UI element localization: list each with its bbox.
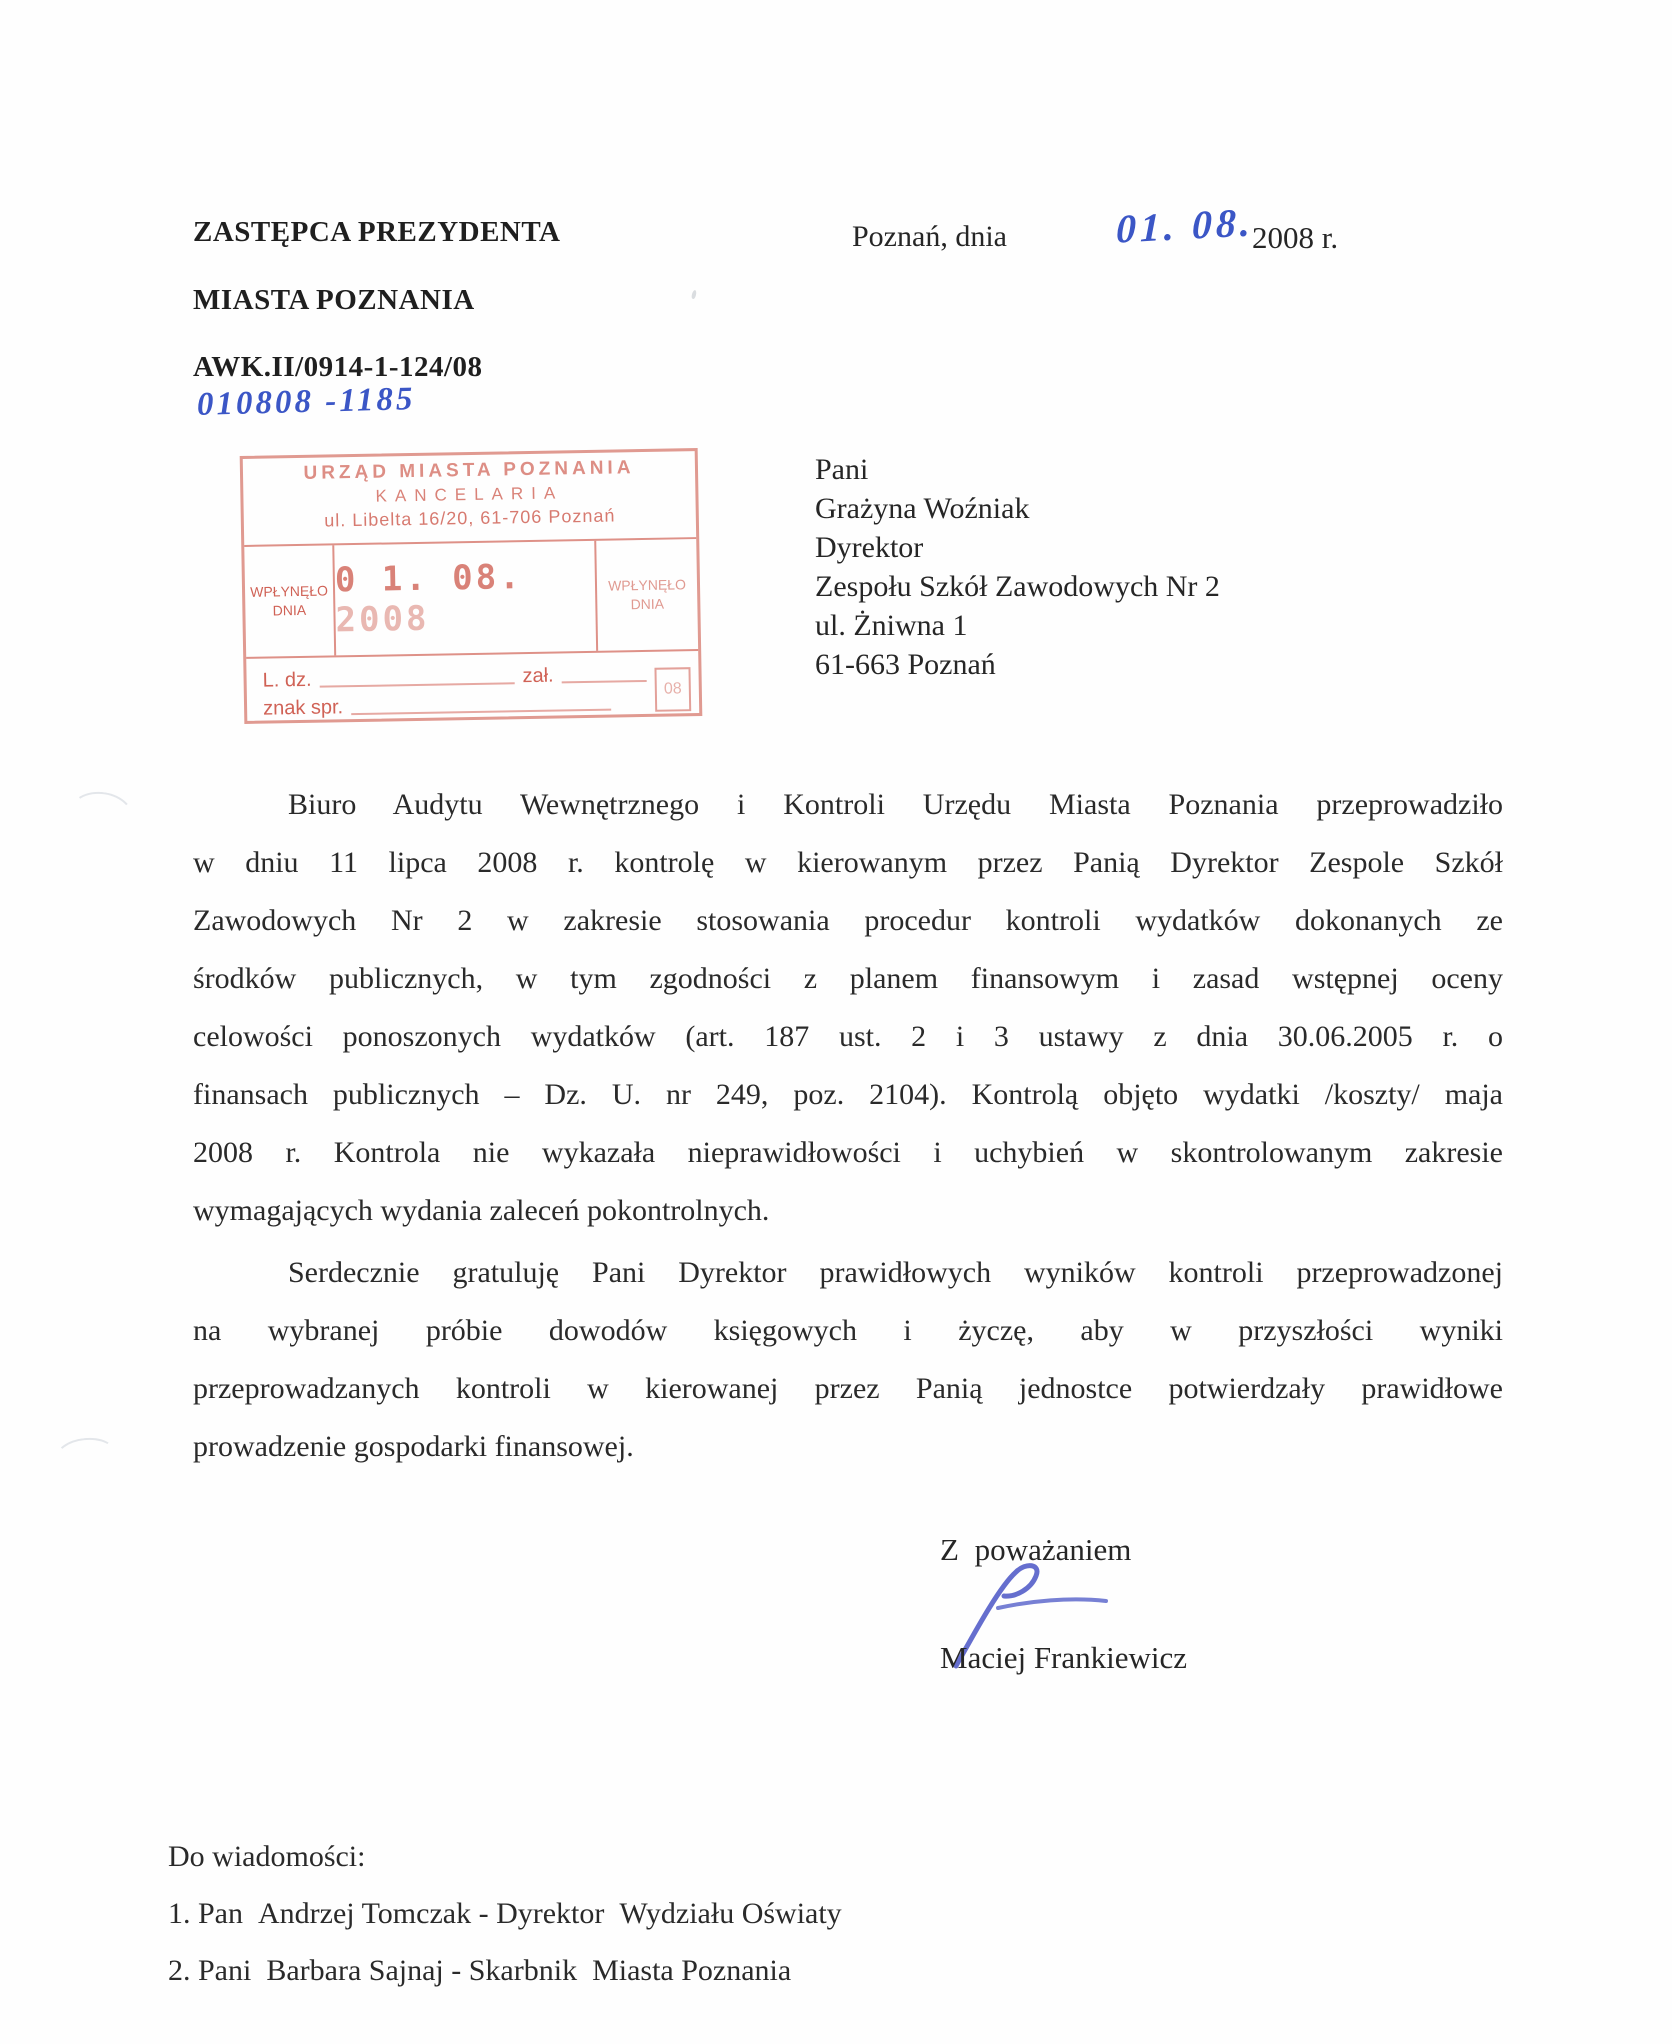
- stamp-attachment-box: 08: [654, 667, 691, 712]
- body-line: na wybranej próbie dowodów księgowych i życzę, aby w przyszłości wyniki: [193, 1314, 1503, 1347]
- stamp-received-dnia: DNIA: [272, 601, 307, 619]
- addressee-line: Zespołu Szkół Zawodowych Nr 2: [815, 570, 1220, 603]
- cc-block: [168, 1828, 842, 1999]
- cc-item: 1. Pan Andrzej Tomczak - Dyrektor Wydziału Oświaty: [168, 1897, 842, 1930]
- stamp-received-label-left: [244, 545, 336, 657]
- sender-office-line-1: ZASTĘPCA PREZYDENTA: [193, 216, 561, 248]
- stamp-fill-line: [320, 682, 515, 687]
- body-line: prowadzenie gospodarki finansowej.: [193, 1430, 634, 1463]
- body-line: w dniu 11 lipca 2008 r. kontrolę w kierowanym przez Panią Dyrektor Zespole Szkół: [193, 846, 1503, 879]
- body-line: środków publicznych, w tym zgodności z planem finansowym i zasad wstępnej oceny: [193, 962, 1503, 995]
- scan-artifact: [691, 290, 697, 300]
- intake-stamp: [240, 448, 703, 724]
- body-line: Biuro Audytu Wewnętrznego i Kontroli Urzędu Miasta Poznania przeprowadziło: [288, 788, 1503, 821]
- handwritten-registry-note: 010808 -1185: [196, 381, 416, 423]
- handwritten-date: 01. 08.: [1115, 199, 1255, 252]
- addressee-line: 61-663 Poznań: [815, 648, 996, 681]
- scan-artifact: [53, 1435, 119, 1479]
- body-line: celowości ponoszonych wydatków (art. 187 ust. 2 i 3 ustawy z dnia 30.06.2005 r. o: [193, 1020, 1503, 1053]
- body-paragraph-1: [193, 776, 1503, 1240]
- reference-number: AWK.II/0914-1-124/08: [193, 351, 483, 383]
- stamp-office-address: ul. Libelta 16/20, 61-706 Poznań: [324, 505, 616, 531]
- body-line: przeprowadzanych kontroli w kierowanej przez Panią jednostce potwierdzały prawidłowe: [193, 1372, 1503, 1405]
- stamp-zal-label: zał.: [522, 664, 554, 688]
- body-line: 2008 r. Kontrola nie wykazała nieprawidłowości i uchybień w skontrolowanym zakresie: [193, 1136, 1503, 1169]
- body-paragraph-2: [193, 1244, 1503, 1476]
- cc-item: 2. Pani Barbara Sajnaj - Skarbnik Miasta Poznania: [168, 1954, 792, 1987]
- sender-office-line-2: MIASTA POZNANIA: [193, 284, 475, 316]
- stamp-ldz-label: L. dz.: [262, 668, 312, 692]
- stamp-znak-label: znak spr.: [262, 696, 344, 720]
- stamp-received-word: WPŁYNĘŁO: [607, 576, 687, 594]
- stamp-received-word: WPŁYNĘŁO: [250, 582, 329, 600]
- stamp-date-year: 2008: [335, 598, 430, 641]
- stamp-date-day-month: 0 1. 08.: [334, 557, 523, 601]
- addressee-line: Pani: [815, 453, 869, 486]
- addressee-block: [815, 450, 1220, 684]
- signer-name: Maciej Frankiewicz: [940, 1640, 1188, 1675]
- body-line: Zawodowych Nr 2 w zakresie stosowania procedur kontroli wydatków dokonanych ze: [193, 904, 1503, 937]
- closing-valediction: Z poważaniem: [940, 1532, 1132, 1567]
- stamp-date-cell: [334, 541, 596, 656]
- stamp-header: [243, 451, 696, 547]
- stamp-bottom-row: [246, 651, 699, 725]
- stamp-received-label-right: [594, 539, 698, 651]
- scan-artifact: [65, 788, 137, 847]
- place-and-date-label: Poznań, dnia: [852, 220, 1007, 253]
- stamp-fill-line: [351, 709, 611, 716]
- body-line: wymagających wydania zaleceń pokontrolnych.: [193, 1194, 770, 1227]
- addressee-line: Dyrektor: [815, 531, 924, 564]
- stamp-fill-line: [562, 680, 647, 683]
- year-suffix: 2008 r.: [1252, 220, 1339, 255]
- stamp-middle-row: [244, 539, 698, 659]
- addressee-line: ul. Żniwna 1: [815, 609, 968, 642]
- cc-label: Do wiadomości:: [168, 1840, 366, 1873]
- stamp-office-unit: KANCELARIA: [375, 483, 564, 506]
- stamp-received-dnia: DNIA: [630, 595, 665, 613]
- body-line: Serdecznie gratuluję Pani Dyrektor prawidłowych wyników kontroli przeprowadzonej: [288, 1256, 1503, 1289]
- body-line: finansach publicznych – Dz. U. nr 249, poz. 2104). Kontrolą objęto wydatki /koszty/ maja: [193, 1078, 1503, 1111]
- addressee-line: Grażyna Woźniak: [815, 492, 1030, 525]
- stamp-office-name: URZĄD MIASTA POZNANIA: [303, 457, 635, 484]
